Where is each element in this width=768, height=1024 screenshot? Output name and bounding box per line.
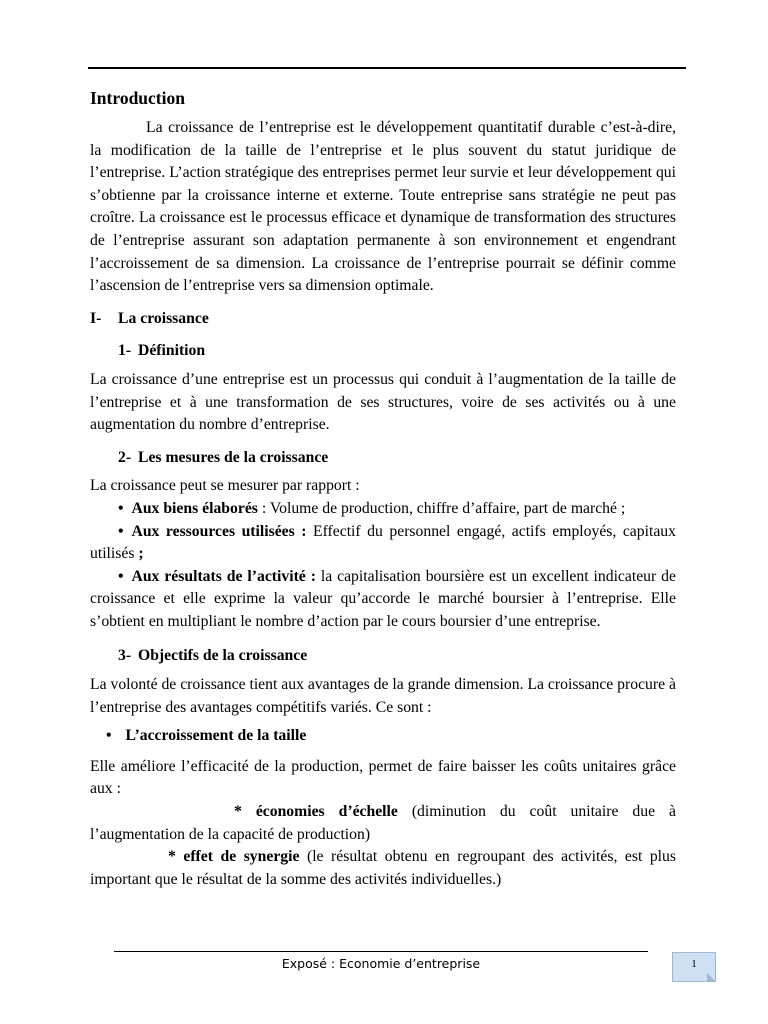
subheading-definition (118, 340, 676, 363)
footer-text: Exposé : Economie d’entreprise (281, 956, 481, 971)
bullet-icon: • (118, 567, 124, 585)
bullet-text: Effectif du personnel engagé, actifs employés, capitaux utilisés (90, 522, 676, 563)
bullet-trail: ; (134, 545, 144, 563)
synergie-label: * effet de synergie (168, 848, 300, 866)
bullet-text: la capitalisation boursière est un excellent indicateur de croissance et elle exprime la valeur qu’accorde le marché boursier à l’entreprise. Elle s’obtient en multipliant le nombre d’action par le cours boursier d’une entreprise. (90, 567, 676, 630)
section-title: La croissance (118, 309, 209, 327)
taille-paragraph: Elle améliore l’efficacité de la production, permet de faire baisser les coûts unitaires grâce aux : (90, 757, 676, 798)
economies-label: * économies d’échelle (234, 803, 398, 821)
bullet-text: Volume de production, chiffre d’affaire, part de marché ; (269, 499, 626, 517)
bullet-icon: • (118, 522, 124, 540)
section-number: I- (90, 309, 102, 327)
synergie-text: (le résultat obtenu en regroupant des activités, est plus important que le résultat de la somme des activités individuelles.) (90, 848, 676, 888)
page-fold-icon (707, 973, 716, 982)
subheading-mesures (118, 447, 676, 470)
subheading-number: 2- (118, 448, 132, 466)
bullet-label: Aux résultats de l’activité : (131, 567, 316, 585)
list-item: • Aux biens élaborés : Volume de production, chiffre d’affaire, part de marché ; (118, 499, 626, 517)
subheading-number: 1- (118, 342, 132, 360)
economies-item (90, 801, 676, 846)
list-item (90, 566, 676, 634)
bullet-icon: • (118, 499, 124, 517)
bullet-icon: • (106, 727, 112, 745)
subheading-number: 3- (118, 647, 132, 665)
bullet-heading (106, 725, 676, 748)
bullet-label: Aux ressources utilisées : (131, 522, 307, 540)
intro-title: Introduction (90, 88, 185, 108)
subheading-objectifs (118, 645, 676, 668)
subheading-title: Les mesures de la croissance (138, 448, 329, 466)
bullet-heading-text: L’accroissement de la taille (125, 727, 307, 745)
subheading-title: Définition (138, 342, 206, 360)
subheading-title: Objectifs de la croissance (138, 647, 308, 665)
document-body (90, 84, 676, 891)
header-rule (88, 67, 686, 69)
objectifs-intro: La volonté de croissance tient aux avantages de la grande dimension. La croissance procure à l’entreprise des avantages compétitifs variés. Ce sont : (90, 676, 676, 716)
section-heading (90, 308, 676, 331)
page-number-badge (672, 952, 716, 982)
footer-rule (114, 951, 648, 952)
synergie-item (90, 846, 676, 891)
page-number: 1 (691, 958, 697, 970)
definition-paragraph: La croissance d’une entreprise est un processus qui conduit à l’augmentation de la taille de l’entreprise et à une transformation de ses structures, voire de ses activités ou à une augmentation du nombre d’entreprise. (90, 370, 676, 434)
economies-text: (diminution du coût unitaire due à l’augmentation de la capacité de production) (90, 803, 676, 843)
bullet-label: Aux biens élaborés (131, 499, 258, 517)
mesures-intro: La croissance peut se mesurer par rapport : (90, 477, 360, 495)
intro-paragraph: La croissance de l’entreprise est le développement quantitatif durable c’est-à-dire, la modification de la taille de l’entreprise et le plus souvent du statut juridique de l’entreprise. L’action stratégique des entreprises permet leur survie et leur développement qui s’obtienne par la croissance interne et externe. Toute entreprise sans stratégie ne peut pas croître. La croissance est le processus efficace et dynamique de transformation des structures de l’entreprise assurant son adaptation permanente à son environnement et engendrant l’accroissement de sa dimension. La croissance de l’entreprise pourrait se définir comme l’ascension de l’entreprise vers sa dimension optimale. (90, 119, 676, 295)
list-item (90, 521, 676, 566)
